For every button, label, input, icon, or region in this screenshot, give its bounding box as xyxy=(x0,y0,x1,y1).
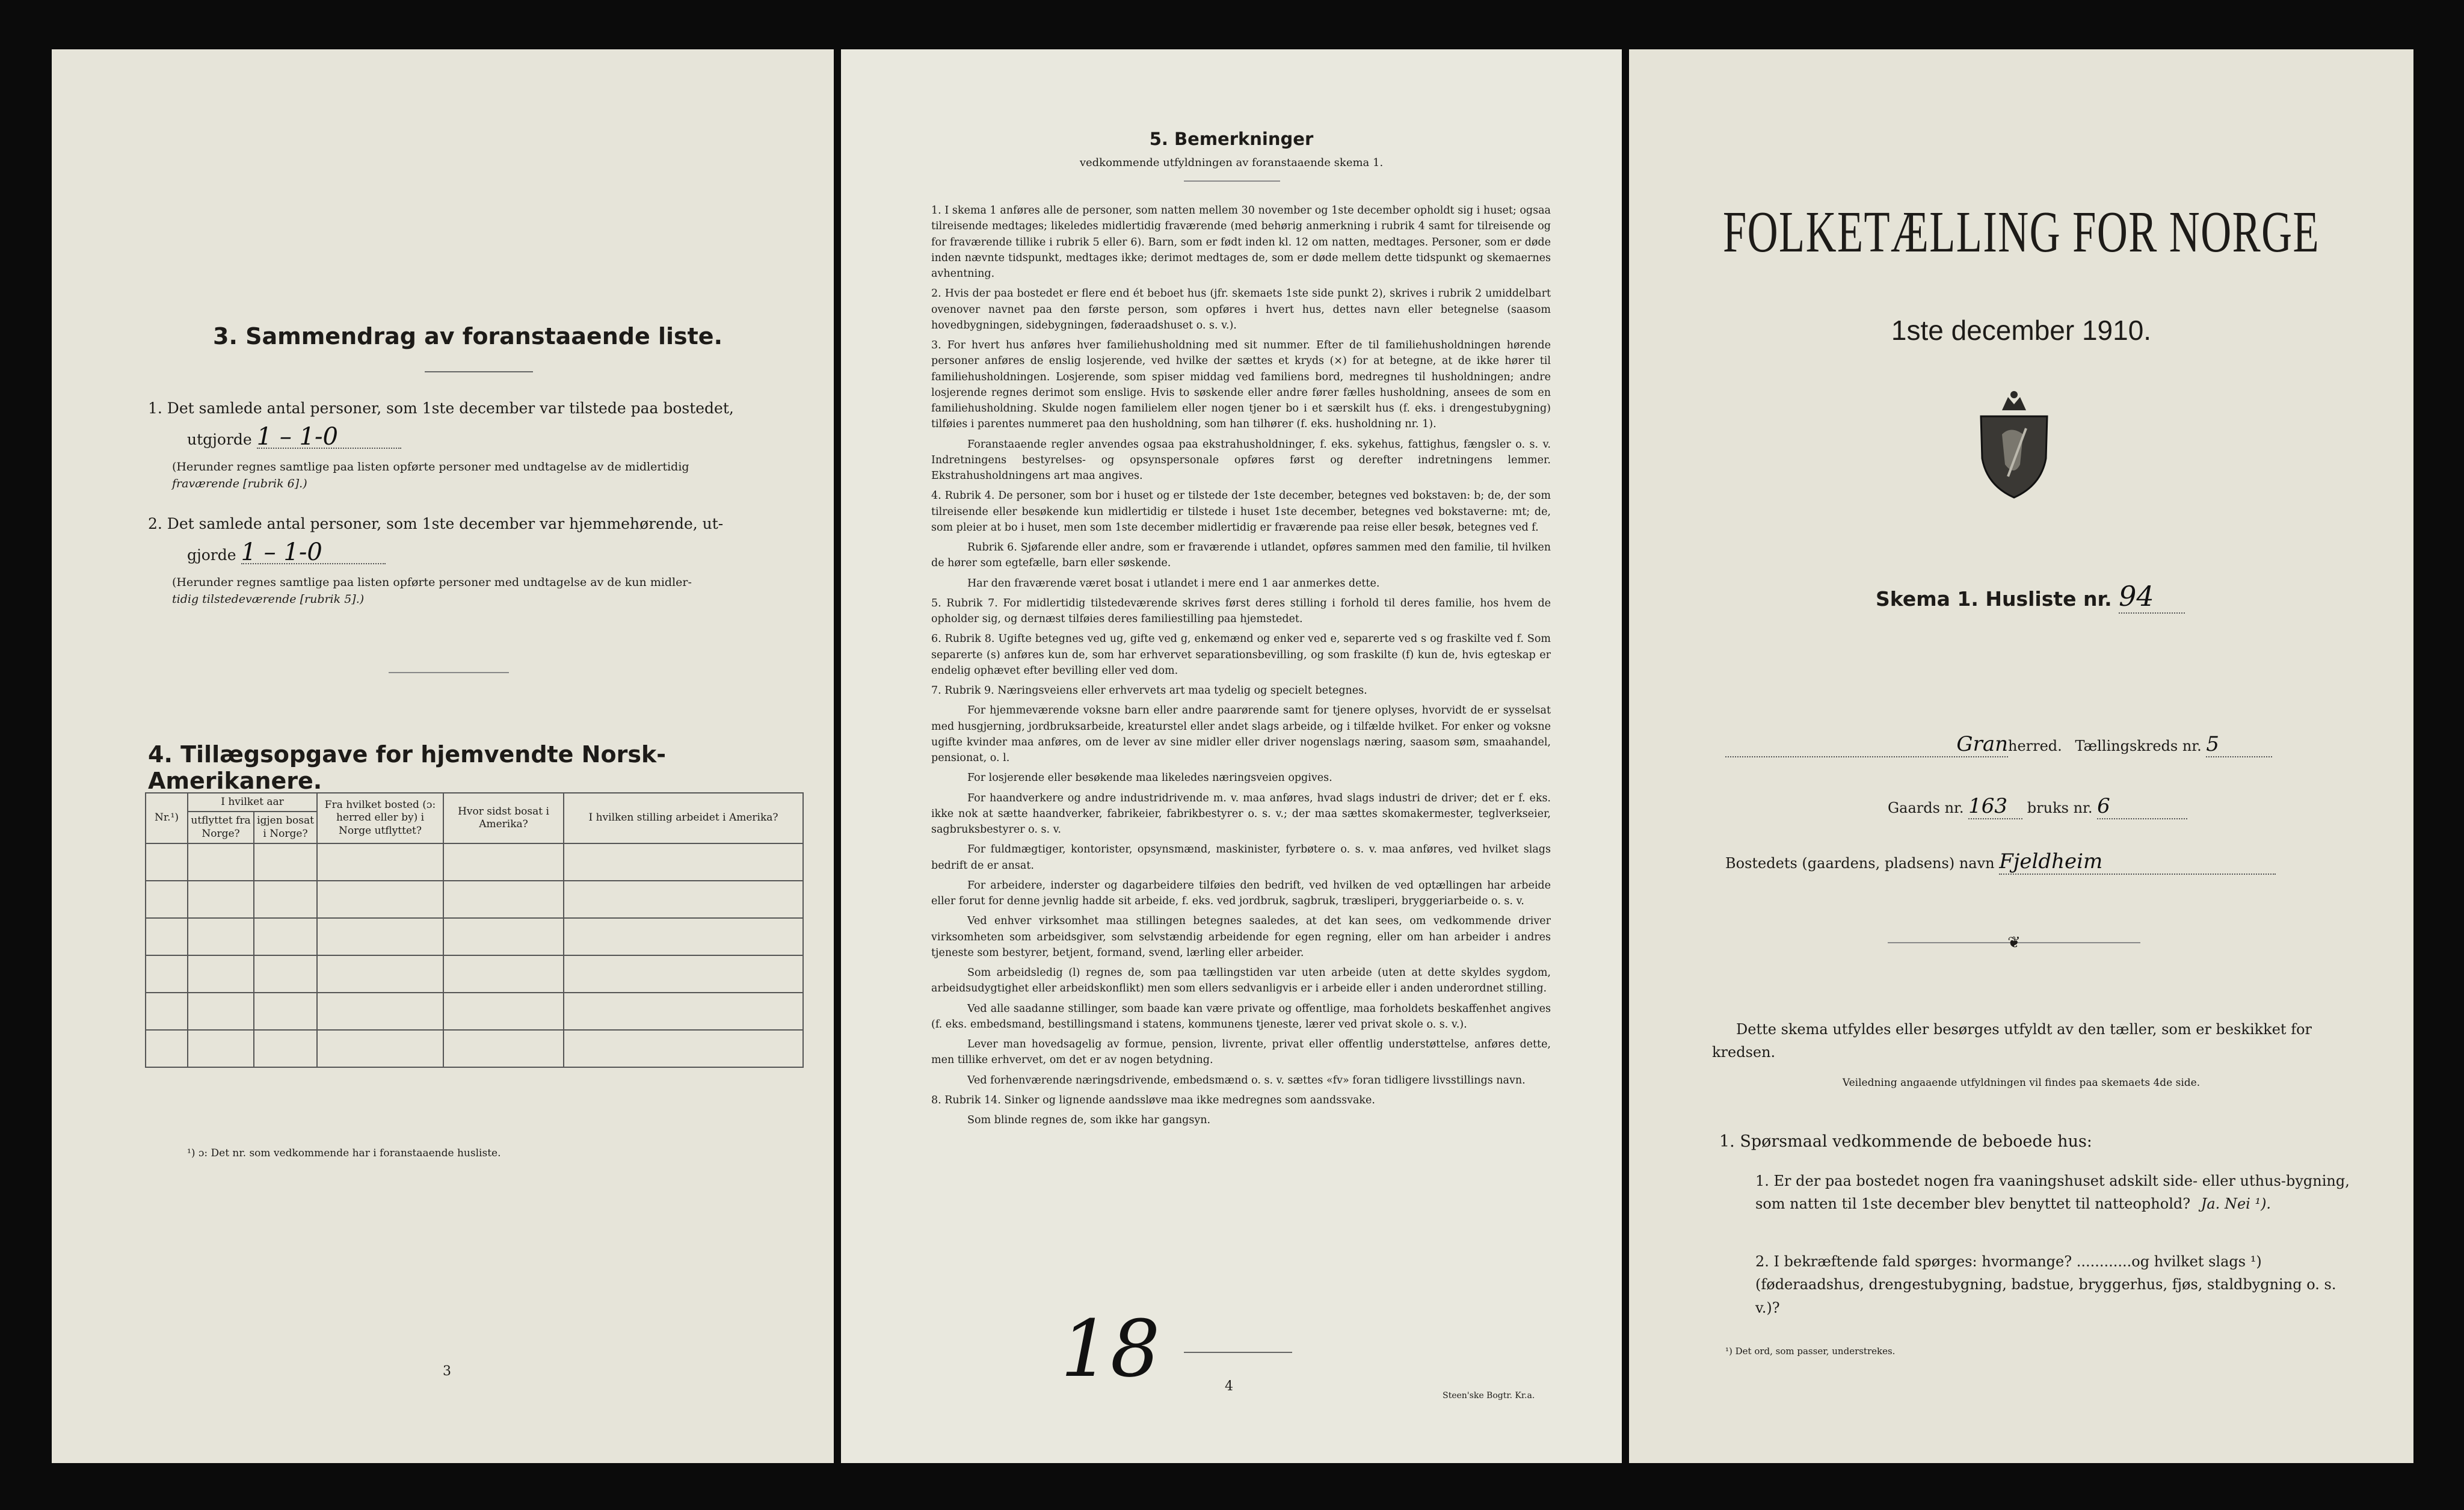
col-bosted: Fra hvilket bosted (ɔ: herred eller by) i Norge utflyttet? xyxy=(317,793,443,843)
gaards-value: 163 xyxy=(1968,794,2022,819)
table-row xyxy=(146,955,803,993)
page-1 xyxy=(1629,49,2413,1463)
norsk-amerikanere-table xyxy=(145,792,804,1068)
table-row xyxy=(146,993,803,1030)
census-date: 1ste december 1910. xyxy=(1891,315,2152,346)
question-1-text: 1. Det samlede antal personer, som 1ste december var tilstede paa bostedet, xyxy=(148,399,734,417)
remark-paragraph: Som blinde regnes de, som ikke har gangsyn. xyxy=(967,1114,1211,1126)
remark-paragraph: 2. Hvis der paa bostedet er flere end ét beboet hus (jfr. skemaets 1ste side punkt 2), skrives i rubrik 2 umiddelbart ovenover navnet paa den første person, som opføres i hvert hus, dettes navn eller betegnelse (saasom hovedbygningen, sidebygningen, føderaadshuset o. s. v.). xyxy=(931,288,1551,331)
gaards-label: Gaards nr. xyxy=(1888,800,1964,816)
remark-paragraph: Som arbeidsledig (l) regnes de, som paa tællingstiden var uten arbeide (uten at dette skyldes sygdom, arbeidsudygtighet eller arbeidskonflikt) men som ellers sedvanligvis er i arbeide eller i anden underordnet stilling. xyxy=(931,967,1551,995)
col-stilling: I hvilken stilling arbeidet i Amerika? xyxy=(564,793,803,843)
remark-paragraph: 3. For hvert hus anføres hver familiehusholdning med sit nummer. Efter de til familiehusholdningen hørende personer anføres de enslig losjerende, ved hvilke der sættes et kryds (×) for at betegne, at de ikke hører til familiehusholdningen. Losjerende, som spiser middag ved familiens bord, medregnes til husholdningen; andre losjerende regnes derimot som enslige. Hvis to søskende eller andre fører fælles husholdning, ansees de som en familiehusholdning. Skulde nogen familielem eller nogen tjener bo i et særskilt hus (f. eks. i drengestubygning) tilføies i parentes nummeret paa den husholdning, som han tilhører (f. eks. husholdning nr. 1). xyxy=(931,339,1551,431)
question-2-value: 1 – 1-0 xyxy=(241,541,386,564)
skema-label-text: Skema 1. Husliste nr. xyxy=(1876,587,2112,611)
page-number: 3 xyxy=(443,1364,451,1379)
question-1-note-b: fraværende [rubrik 6].) xyxy=(172,477,307,490)
bruks-value: 6 xyxy=(2097,794,2187,819)
col-sidst: Hvor sidst bosat i Amerika? xyxy=(443,793,564,843)
table-footnote: ¹) ɔ: Det nr. som vedkommende har i foranstaaende husliste. xyxy=(187,1147,501,1159)
remark-paragraph: Lever man hovedsagelig av formue, pension, livrente, privat eller offentlig understøttelse, anføres dette, men tillike erhvervet, om det er av nogen betydning. xyxy=(931,1038,1551,1067)
question-2-note-b: tidig tilstedeværende [rubrik 5].) xyxy=(172,593,365,606)
question-1-note-a: (Herunder regnes samtlige paa listen opførte personer med undtagelse av de midlertidig xyxy=(172,460,689,473)
remark-paragraph: 5. Rubrik 7. For midlertidig tilstedeværende skrives først deres stilling i forhold til deres familie, hos hvem de opholder sig, og dernæst tilføies deres familiestilling paa hjemstedet. xyxy=(931,597,1551,625)
page-3 xyxy=(52,49,834,1463)
remark-paragraph: For losjerende eller besøkende maa likeledes næringsveien opgives. xyxy=(967,772,1332,784)
handwritten-number: 18 xyxy=(1061,1303,1160,1394)
question-1 xyxy=(1755,1169,2357,1216)
remark-paragraph: For haandverkere og andre industridrivende m. v. maa anføres, hvad slags industri de driver; det er f. eks. ikke nok at sætte haandverker, fabrikeier, fabrikbestyrer o. s. v.; der maa sættes skomakermester, teglverkseier, sagbruksbestyrer o. s. v. xyxy=(931,792,1551,836)
kreds-label: Tællingskreds nr. xyxy=(2075,738,2202,754)
page-number: 4 xyxy=(1225,1379,1233,1394)
col-group-year: I hvilket aar xyxy=(188,793,317,812)
section-3-title: 3. Sammendrag av foranstaaende liste. xyxy=(213,323,723,350)
remark-paragraph: Ved forhenværende næringsdrivende, embedsmænd o. s. v. sættes «fv» foran tidligere livsstillings navn. xyxy=(967,1074,1526,1086)
printer-imprint: Steen'ske Bogtr. Kr.a. xyxy=(1443,1391,1535,1401)
questions-heading: 1. Spørsmaal vedkommende de beboede hus: xyxy=(1719,1132,2092,1151)
gaards-line xyxy=(1888,794,2187,819)
remark-paragraph: For arbeidere, inderster og dagarbeidere tilføies den bedrift, ved hvilken de ved optællingen har arbeide eller forut for denne jevnlig hadde sit arbeide, f. eks. ved jordbruk, sagbruk, træsliperi, bryggeriarbeide o. s. v. xyxy=(931,879,1551,907)
question-1-text: 1. Er der paa bostedet nogen fra vaaningshuset adskilt side- eller uthus-bygning, som natten til 1ste december blev benyttet til natteophold? xyxy=(1755,1173,2350,1213)
herred-line xyxy=(1725,732,2327,757)
skema-label xyxy=(1876,580,2185,614)
question-2-text: 2. Det samlede antal personer, som 1ste december var hjemmehørende, ut- xyxy=(148,515,724,532)
divider xyxy=(425,371,533,372)
ornament-icon: ❦ xyxy=(2007,934,2021,952)
question-1-answer: Ja. Nei ¹). xyxy=(2201,1195,2272,1213)
divider xyxy=(1184,1352,1292,1353)
remark-paragraph: Ved alle saadanne stillinger, som baade kan være private og offentlige, maa forholdets beskaffenhet angives (f. eks. embedsmand, bestillingsmand i statens, kommunens tjeneste, lærer ved privat skole o. s. v.). xyxy=(931,1002,1551,1031)
herred-label: herred. xyxy=(2008,738,2062,754)
divider xyxy=(389,672,509,673)
husliste-number: 94 xyxy=(2119,580,2185,614)
bruks-label: bruks nr. xyxy=(2027,800,2093,816)
table-row xyxy=(146,918,803,955)
remark-paragraph: 4. Rubrik 4. De personer, som bor i huset og er tilstede der 1ste december, betegnes ved bokstaven: b; de, der som tilreisende eller besøkende kun midlertidig er tilstede i huset 1ste december, betegnes ved bokstaverne: mt; de, som pleier at bo i huset, men som 1ste december midlertidig er fraværende paa reise eller besøk, betegnes ved f. xyxy=(931,490,1551,534)
question-1-prefix: utgjorde xyxy=(187,431,252,448)
section-4-title: 4. Tillægsopgave for hjemvendte Norsk-Amerikanere. xyxy=(148,741,666,794)
page-footnote: ¹) Det ord, som passer, understrekes. xyxy=(1725,1346,1896,1357)
remark-paragraph: 1. I skema 1 anføres alle de personer, som natten mellem 30 november og 1ste december opholdt sig i huset; ogsaa tilreisende medtages; likeledes midlertidig fraværende (med behørig anmerkning i rubrik 4 samt for tilreisende og for fraværende tillike i rubrik 5 eller 6). Barn, som er født inden kl. 12 om natten, medtages. Personer, som er døde inden nævnte tidspunkt, medtages ikke; derimot medtages de, som er døde mellem dette tidspunkt og skemaernes avhentning. xyxy=(931,205,1551,280)
kreds-value: 5 xyxy=(2206,732,2272,757)
table-row xyxy=(146,843,803,881)
table-row xyxy=(146,1030,803,1067)
coat-of-arms-icon xyxy=(1975,386,2053,501)
divider xyxy=(1184,180,1280,182)
col-nr: Nr.¹) xyxy=(146,793,188,843)
remarks-list xyxy=(931,203,1551,1132)
question-2-answer-line xyxy=(187,538,386,567)
remark-paragraph: 8. Rubrik 14. Sinker og lignende aandssløve maa ikke medregnes som aandssvake. xyxy=(931,1094,1375,1106)
col-igjen: igjen bosat i Norge? xyxy=(254,812,317,843)
census-title: FOLKETÆLLING FOR NORGE xyxy=(1722,200,2320,265)
question-1-value: 1 – 1-0 xyxy=(257,426,401,449)
page-4 xyxy=(841,49,1622,1463)
question-1-answer-line xyxy=(187,423,401,452)
bosted-label: Bostedets (gaardens, pladsens) navn xyxy=(1725,855,1995,872)
remarks-title: 5. Bemerkninger xyxy=(1149,129,1314,149)
question-2-note-a: (Herunder regnes samtlige paa listen opførte personer med undtagelse av de kun midler- xyxy=(172,576,692,589)
remark-paragraph: For fuldmægtiger, kontorister, opsynsmænd, maskinister, fyrbøtere o. s. v. maa anføres, ved hvilket slags bedrift de er ansat. xyxy=(931,843,1551,872)
remarks-subtitle: vedkommende utfyldningen av foranstaaende skema 1. xyxy=(1079,156,1384,169)
herred-value: Gran xyxy=(1725,732,2008,757)
question-2: 2. I bekræftende fald spørges: hvormange? ............og hvilket slags ¹) (føderaadshus, drengestubygning, badstue, bryggerhus, fjøs, staldbygning o. s. v.)? xyxy=(1755,1253,2336,1316)
col-utflyttet: utflyttet fra Norge? xyxy=(188,812,254,843)
remark-paragraph: For hjemmeværende voksne barn eller andre paarørende samt for tjenere oplyses, hvorvidt de er sysselsat med husgjerning, jordbruksarbeide, kreaturstel eller andet slags arbeide, og i tilfælde hvilket. For enker og voksne ugifte kvinder maa anføres, om de lever av sine midler eller driver nogenslags næring, saasom søm, smaahandel, pensionat, o. l. xyxy=(931,704,1551,764)
remark-paragraph: 6. Rubrik 8. Ugifte betegnes ved ug, gifte ved g, enkemænd og enker ved e, separerte ved s og fraskilte ved f. Som separerte (s) anføres kun de, som har erhvervet separationsbevilling, og som fraskilte (f) kun de, hvis egteskap er endelig ophævet efter bevilling eller ved dom. xyxy=(931,633,1551,677)
remark-paragraph: Har den fraværende været bosat i utlandet i mere end 1 aar anmerkes dette. xyxy=(967,577,1380,590)
remark-paragraph: 7. Rubrik 9. Næringsveiens eller erhvervets art maa tydelig og specielt betegnes. xyxy=(931,685,1367,697)
table-row xyxy=(146,881,803,918)
remark-paragraph: Rubrik 6. Sjøfarende eller andre, som er fraværende i utlandet, opføres sammen med den familie, til hvilken de hører som egtefælle, barn eller søskende. xyxy=(931,541,1551,570)
question-2-prefix: gjorde xyxy=(187,546,236,564)
instruction-note: Veiledning angaaende utfyldningen vil findes paa skemaets 4de side. xyxy=(1842,1077,2201,1089)
instruction-text: Dette skema utfyldes eller besørges utfyldt av den tæller, som er beskikket for kredsen. xyxy=(1712,1021,2312,1061)
bosted-value: Fjeldheim xyxy=(1999,849,2276,875)
remark-paragraph: Foranstaaende regler anvendes ogsaa paa ekstrahusholdninger, f. eks. sykehus, fattighus, fængsler o. s. v. Indretningens bestyrelses- og opsynspersonale opføres først og derefter indretningens lemmer. Ekstrahusholdningens art maa angives. xyxy=(931,438,1551,482)
remark-paragraph: Ved enhver virksomhet maa stillingen betegnes saaledes, at det kan sees, om vedkommende driver virksomheten som arbeidsgiver, som selvstændig arbeidende for egen regning, eller om han arbeider i andres tjeneste som bestyrer, betjent, formand, svend, lærling eller arbeider. xyxy=(931,915,1551,959)
bosted-line xyxy=(1725,849,2276,875)
